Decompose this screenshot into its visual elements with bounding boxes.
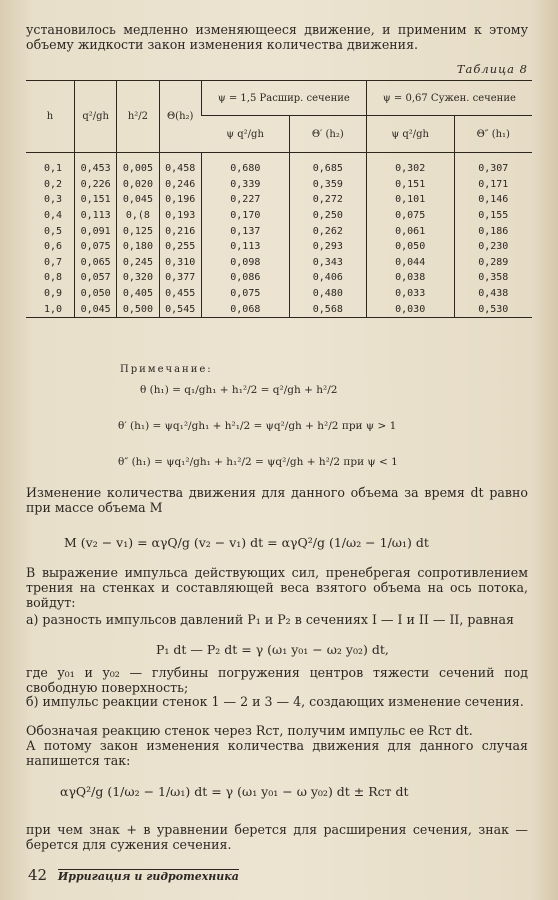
table-cell: 1,0 <box>44 303 63 315</box>
table-cell: 0,030 <box>366 301 454 317</box>
table-cell: 0,125 <box>117 223 159 239</box>
table-cell: 0,075 <box>75 239 117 255</box>
table-row <box>26 286 532 302</box>
table-caption: Таблица 8 <box>456 62 528 76</box>
table-cell: 0,038 <box>366 270 454 286</box>
paragraph-sign: при чем знак + в уравнении берется для расширения сечения, знак — берется для сужения сечения. <box>26 822 528 852</box>
table-row <box>26 153 532 177</box>
table-cell: 0,113 <box>75 208 117 224</box>
table-cell: 0,307 <box>454 153 532 177</box>
table-cell: 0,358 <box>454 270 532 286</box>
table-cell: 0,245 <box>117 255 159 271</box>
table-cell: 0,405 <box>117 286 159 302</box>
table-cell: 0,005 <box>117 153 159 177</box>
table-cell: 0,057 <box>75 270 117 286</box>
paragraph-pressure: а) разность импульсов давлений P₁ и P₂ в сечениях I — I и II — II, равная <box>26 612 514 627</box>
table-row <box>26 270 532 286</box>
table-cell: 0,377 <box>159 270 201 286</box>
table-cell: 0,1 <box>44 163 63 175</box>
paragraph-reaction-impulse: Обозначая реакцию стенок через Rст, получим импульс ее Rст dt. <box>26 723 473 738</box>
paragraph-depths: где y₀₁ и y₀₂ — глубины погружения центров тяжести сечений под свободную поверхность; <box>26 665 528 695</box>
table-cell: 0,230 <box>454 239 532 255</box>
table-cell: 0,272 <box>289 192 366 208</box>
note-equation-1: θ (h₁) = q₁/gh₁ + h₁²/2 = q²/gh + h²/2 <box>140 384 338 396</box>
table-cell: 0,216 <box>159 223 201 239</box>
group-expansion: ψ = 1,5 Расшир. сечение <box>201 81 366 116</box>
main-equation: M (v₂ − v₁) = αγQ/g (v₂ − v₁) dt = αγQ²/g (1/ω₂ − 1/ω₁) dt <box>64 535 429 550</box>
table-cell: 0,480 <box>289 286 366 302</box>
col-psi-q2-gh-con: ψ q²/gh <box>366 116 454 153</box>
pressure-equation: P₁ dt — P₂ dt = γ (ω₁ y₀₁ − ω₂ y₀₂) dt, <box>156 642 389 657</box>
table-cell: 0,171 <box>454 177 532 193</box>
table-cell: 0,453 <box>75 153 117 177</box>
table-cell: 0,044 <box>366 255 454 271</box>
table-cell: 0,226 <box>75 177 117 193</box>
table-cell: 0,146 <box>454 192 532 208</box>
table-cell: 0,289 <box>454 255 532 271</box>
table-cell: 0,4 <box>44 210 63 222</box>
table-cell: 0,406 <box>289 270 366 286</box>
table-cell: 0,2 <box>44 178 63 190</box>
col-theta-prime: Θ′ (h₂) <box>289 116 366 153</box>
table-cell: 0,101 <box>366 192 454 208</box>
table-cell: 0,045 <box>117 192 159 208</box>
table-cell: 0,180 <box>117 239 159 255</box>
table-cell: 0,186 <box>454 223 532 239</box>
table-cell: 0,9 <box>44 288 63 300</box>
table-cell: 0,020 <box>117 177 159 193</box>
table-cell: 0,5 <box>44 225 63 237</box>
table-cell: 0,568 <box>289 301 366 317</box>
table-cell: 0,545 <box>159 301 201 317</box>
final-equation: αγQ²/g (1/ω₂ − 1/ω₁) dt = γ (ω₁ y₀₁ − ω y₀₂) dt ± Rст dt <box>60 784 409 799</box>
table-cell: 0,086 <box>201 270 289 286</box>
col-h2-2: h²/2 <box>117 81 159 153</box>
table-cell: 0,685 <box>289 153 366 177</box>
table-cell: 0,151 <box>366 177 454 193</box>
table-cell: 0,458 <box>159 153 201 177</box>
table-row <box>26 301 532 317</box>
table-cell: 0,246 <box>159 177 201 193</box>
note-equation-3: θ″ (h₁) = ψq₁²/gh₁ + h₁²/2 = ψq²/gh + h²/2 при ψ < 1 <box>118 456 398 468</box>
table-row <box>26 239 532 255</box>
table-cell: 0,061 <box>366 223 454 239</box>
table-row <box>26 223 532 239</box>
table-cell: 0,137 <box>201 223 289 239</box>
table-cell: 0,530 <box>454 301 532 317</box>
table-cell: 0,196 <box>159 192 201 208</box>
table-cell: 0,227 <box>201 192 289 208</box>
table-cell: 0,050 <box>75 286 117 302</box>
table-cell: 0,7 <box>44 256 63 268</box>
table-cell: 0,262 <box>289 223 366 239</box>
table-cell: 0,455 <box>159 286 201 302</box>
table-cell: 0,680 <box>201 153 289 177</box>
data-table <box>26 80 532 318</box>
table-row <box>26 177 532 193</box>
table-cell: 0,170 <box>201 208 289 224</box>
table-cell: 0,045 <box>75 301 117 317</box>
note-label: Примечание: <box>120 364 213 375</box>
table-cell: 0,113 <box>201 239 289 255</box>
paragraph-law: А потому закон изменения количества движения для данного случая напишется так: <box>26 738 528 768</box>
group-contraction: ψ = 0,67 Сужен. сечение <box>366 81 532 116</box>
table-row <box>26 208 532 224</box>
table-cell: 0,151 <box>75 192 117 208</box>
table-cell: 0,343 <box>289 255 366 271</box>
table-cell: 0,155 <box>454 208 532 224</box>
paragraph-momentum: Изменение количества движения для данного объема за время dt равно при массе объема M <box>26 485 528 515</box>
page-number: 42 <box>28 866 48 884</box>
col-q2-gh: q²/gh <box>75 81 117 153</box>
table-cell: 0,098 <box>201 255 289 271</box>
note-equation-2: θ′ (h₁) = ψq₁²/gh₁ + h²₁/2 = ψq²/gh + h²/2 при ψ > 1 <box>118 420 397 432</box>
table-cell: 0,438 <box>454 286 532 302</box>
table-cell: 0,(8 <box>117 208 159 224</box>
page-footer <box>28 866 239 884</box>
table-cell: 0,075 <box>366 208 454 224</box>
col-h: h <box>26 81 75 153</box>
table-cell: 0,293 <box>289 239 366 255</box>
table-cell: 0,8 <box>44 272 63 284</box>
table-row <box>26 255 532 271</box>
table-cell: 0,091 <box>75 223 117 239</box>
intro-paragraph: установилось медленно изменяющееся движение, и применим к этому объему жидкости закон изменения количества движения. <box>26 22 528 52</box>
paragraph-impulse: В выражение импульса действующих сил, пренебрегая сопротивлением трения на стенках и составляющей веса взятого объема на ось потока, войдут: <box>26 565 528 610</box>
table-cell: 0,3 <box>44 194 63 206</box>
col-psi-q2-gh-exp: ψ q²/gh <box>201 116 289 153</box>
table-cell: 0,250 <box>289 208 366 224</box>
table-cell: 0,193 <box>159 208 201 224</box>
table-cell: 0,068 <box>201 301 289 317</box>
table-cell: 0,339 <box>201 177 289 193</box>
col-theta: Θ(h₂) <box>159 81 201 153</box>
paragraph-reaction: б) импульс реакции стенок 1 — 2 и 3 — 4, создающих изменение сечения. <box>26 694 524 709</box>
table-row <box>26 192 532 208</box>
table-cell: 0,050 <box>366 239 454 255</box>
table-cell: 0,255 <box>159 239 201 255</box>
table-cell: 0,075 <box>201 286 289 302</box>
table-cell: 0,6 <box>44 241 63 253</box>
table-cell: 0,033 <box>366 286 454 302</box>
table-cell: 0,500 <box>117 301 159 317</box>
col-theta-double-prime: Θ″ (h₁) <box>454 116 532 153</box>
table-cell: 0,359 <box>289 177 366 193</box>
running-title: Ирригация и гидротехника <box>57 870 239 883</box>
table-cell: 0,310 <box>159 255 201 271</box>
table-cell: 0,320 <box>117 270 159 286</box>
table-cell: 0,065 <box>75 255 117 271</box>
table-cell: 0,302 <box>366 153 454 177</box>
